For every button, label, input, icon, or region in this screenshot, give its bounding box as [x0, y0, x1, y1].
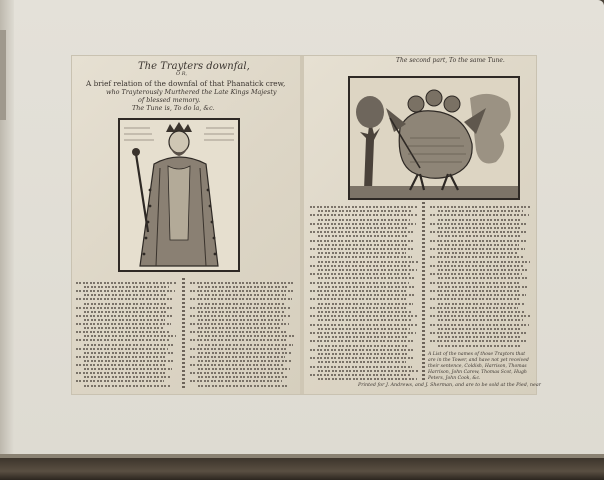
text-line-smudge: [76, 356, 167, 358]
text-line-smudge: [318, 370, 418, 372]
text-line-smudge: [198, 294, 286, 296]
text-line-smudge: [84, 368, 172, 370]
page-edge: [0, 454, 604, 458]
text-line-smudge: [76, 298, 174, 300]
text-line-smudge: [430, 324, 529, 326]
text-line-smudge: [76, 331, 170, 333]
text-line-smudge: [438, 210, 523, 212]
monster-scene-icon: [350, 78, 518, 198]
text-line-smudge: [310, 248, 413, 250]
text-line-smudge: [318, 244, 407, 246]
left-sheet: [72, 56, 300, 394]
text-line-smudge: [76, 348, 168, 350]
text-line-smudge: [310, 298, 407, 300]
text-line-smudge: [190, 348, 286, 350]
column-divider-left: [182, 278, 185, 388]
text-line-smudge: [190, 282, 294, 284]
text-line-smudge: [198, 311, 284, 313]
ballad-subtitle-line4: of blessed memory.: [138, 96, 201, 104]
text-line-smudge: [190, 339, 287, 341]
king-woodcut: [118, 118, 240, 272]
text-line-smudge: [318, 219, 410, 221]
text-line-smudge: [84, 335, 176, 337]
text-line-smudge: [310, 282, 409, 284]
text-line-smudge: [318, 252, 406, 254]
text-line-smudge: [318, 269, 417, 271]
text-line-smudge: [76, 290, 175, 292]
second-part-header: The second part, To the same Tune.: [396, 57, 505, 64]
ballad-title: The Trayters downfal,: [138, 61, 250, 72]
text-line-smudge: [318, 319, 411, 321]
king-figure-icon: [120, 120, 238, 270]
text-line-smudge: [198, 286, 287, 288]
text-line-smudge: [198, 335, 294, 337]
text-line-smudge: [84, 385, 170, 387]
text-line-smudge: [438, 219, 522, 221]
text-line-smudge: [318, 227, 409, 229]
text-line-smudge: [310, 231, 415, 233]
text-line-smudge: [438, 294, 526, 296]
text-line-smudge: [198, 368, 290, 370]
text-line-smudge: [438, 235, 520, 237]
text-line-smudge: [438, 311, 524, 313]
text-line-smudge: [84, 327, 164, 329]
text-line-smudge: [310, 290, 408, 292]
text-line-smudge: [438, 319, 523, 321]
text-line-smudge: [190, 307, 291, 309]
album-spine: [0, 458, 604, 480]
text-line-smudge: [310, 265, 411, 267]
text-line-smudge: [84, 286, 169, 288]
text-line-smudge: [310, 214, 417, 216]
text-line-smudge: [318, 311, 412, 313]
text-line-smudge: [84, 376, 171, 378]
text-line-smudge: [190, 372, 283, 374]
text-line-smudge: [430, 315, 530, 317]
text-line-smudge: [438, 286, 527, 288]
text-line-smudge: [438, 277, 528, 279]
text-line-smudge: [198, 376, 289, 378]
imprint-line: Printed for J. Andrews, and J. Sherman, and are to be sold at the Pied, near: [358, 383, 541, 388]
text-line-smudge: [310, 374, 411, 376]
text-line-smudge: [430, 206, 530, 208]
text-line-smudge: [310, 349, 414, 351]
binding-clip: [0, 30, 6, 120]
text-line-smudge: [430, 248, 525, 250]
text-line-smudge: [198, 385, 288, 387]
text-line-smudge: [84, 352, 174, 354]
text-line-smudge: [190, 298, 292, 300]
text-line-smudge: [430, 340, 527, 342]
text-line-smudge: [190, 323, 289, 325]
text-line-smudge: [198, 303, 285, 305]
text-line-smudge: [318, 277, 416, 279]
ballad-subtitle-line3: who Trayterously Murthered the Late Kings Majesty: [106, 88, 277, 96]
text-line-smudge: [310, 256, 412, 258]
text-line-smudge: [430, 214, 529, 216]
ballad-subtitle: A brief relation of the downfal of that Phanatick crew,: [86, 79, 286, 88]
traitors-list-note: A List of the names of those Traytors that are in the Tower, and have not yet received their sentence, Coldish, Harrison, Thomas Harrison, John Carew, Thomas Scot, Hugh Peters, John Cook, &c.: [428, 352, 529, 381]
text-line-smudge: [310, 307, 406, 309]
text-line-smudge: [84, 303, 167, 305]
text-line-smudge: [310, 273, 410, 275]
text-line-smudge: [438, 328, 522, 330]
text-line-smudge: [310, 223, 416, 225]
text-line-smudge: [198, 352, 292, 354]
text-line-smudge: [84, 294, 168, 296]
text-line-smudge: [190, 380, 282, 382]
text-line-smudge: [438, 269, 529, 271]
text-line-smudge: [438, 252, 518, 254]
text-line-smudge: [190, 290, 293, 292]
text-line-smudge: [318, 286, 415, 288]
text-line-smudge: [84, 319, 165, 321]
text-line-smudge: [198, 344, 293, 346]
text-line-smudge: [76, 339, 169, 341]
text-line-smudge: [430, 273, 522, 275]
text-line-smudge: [76, 372, 165, 374]
text-line-smudge: [76, 323, 171, 325]
text-line-smudge: [190, 364, 284, 366]
text-line-smudge: [438, 261, 530, 263]
text-line-smudge: [318, 336, 409, 338]
text-line-smudge: [430, 231, 527, 233]
text-line-smudge: [438, 345, 520, 347]
ballad-tune: The Tune is, To do la, &c.: [132, 104, 215, 112]
text-line-smudge: [318, 303, 413, 305]
text-line-smudge: [76, 380, 164, 382]
text-line-smudge: [84, 360, 173, 362]
text-line-smudge: [190, 315, 290, 317]
text-line-smudge: [430, 282, 521, 284]
text-line-smudge: [318, 378, 417, 380]
text-line-smudge: [430, 223, 528, 225]
text-line-smudge: [438, 244, 519, 246]
text-line-smudge: [76, 315, 172, 317]
text-line-smudge: [318, 261, 418, 263]
text-line-smudge: [190, 356, 285, 358]
text-line-smudge: [84, 344, 175, 346]
text-line-smudge: [310, 357, 413, 359]
text-line-smudge: [76, 282, 176, 284]
text-line-smudge: [76, 364, 166, 366]
text-line-smudge: [318, 353, 407, 355]
monster-woodcut: [348, 76, 520, 200]
text-line-smudge: [318, 294, 414, 296]
text-line-smudge: [438, 303, 525, 305]
text-line-smudge: [76, 307, 173, 309]
text-line-smudge: [198, 319, 283, 321]
ballad-or: O R,: [176, 71, 188, 77]
text-line-smudge: [430, 265, 523, 267]
text-line-smudge: [318, 361, 406, 363]
text-line-smudge: [430, 256, 524, 258]
text-line-smudge: [310, 366, 412, 368]
text-line-smudge: [84, 311, 166, 313]
text-line-smudge: [318, 235, 408, 237]
right-sheet: [304, 56, 541, 394]
text-line-smudge: [190, 331, 288, 333]
text-line-smudge: [430, 298, 519, 300]
text-line-smudge: [430, 332, 528, 334]
text-line-smudge: [310, 240, 414, 242]
text-line-smudge: [438, 336, 521, 338]
text-line-smudge: [430, 290, 520, 292]
text-line-smudge: [318, 328, 410, 330]
text-line-smudge: [310, 332, 416, 334]
text-line-smudge: [430, 240, 526, 242]
text-line-smudge: [318, 345, 408, 347]
text-line-smudge: [318, 210, 411, 212]
text-line-smudge: [430, 307, 518, 309]
text-line-smudge: [438, 227, 521, 229]
text-line-smudge: [198, 360, 291, 362]
broadside-print: [72, 56, 541, 394]
text-line-smudge: [310, 340, 415, 342]
text-line-smudge: [198, 327, 282, 329]
column-divider-right: [422, 202, 425, 380]
text-line-smudge: [310, 315, 418, 317]
text-line-smudge: [310, 206, 418, 208]
text-line-smudge: [310, 324, 417, 326]
